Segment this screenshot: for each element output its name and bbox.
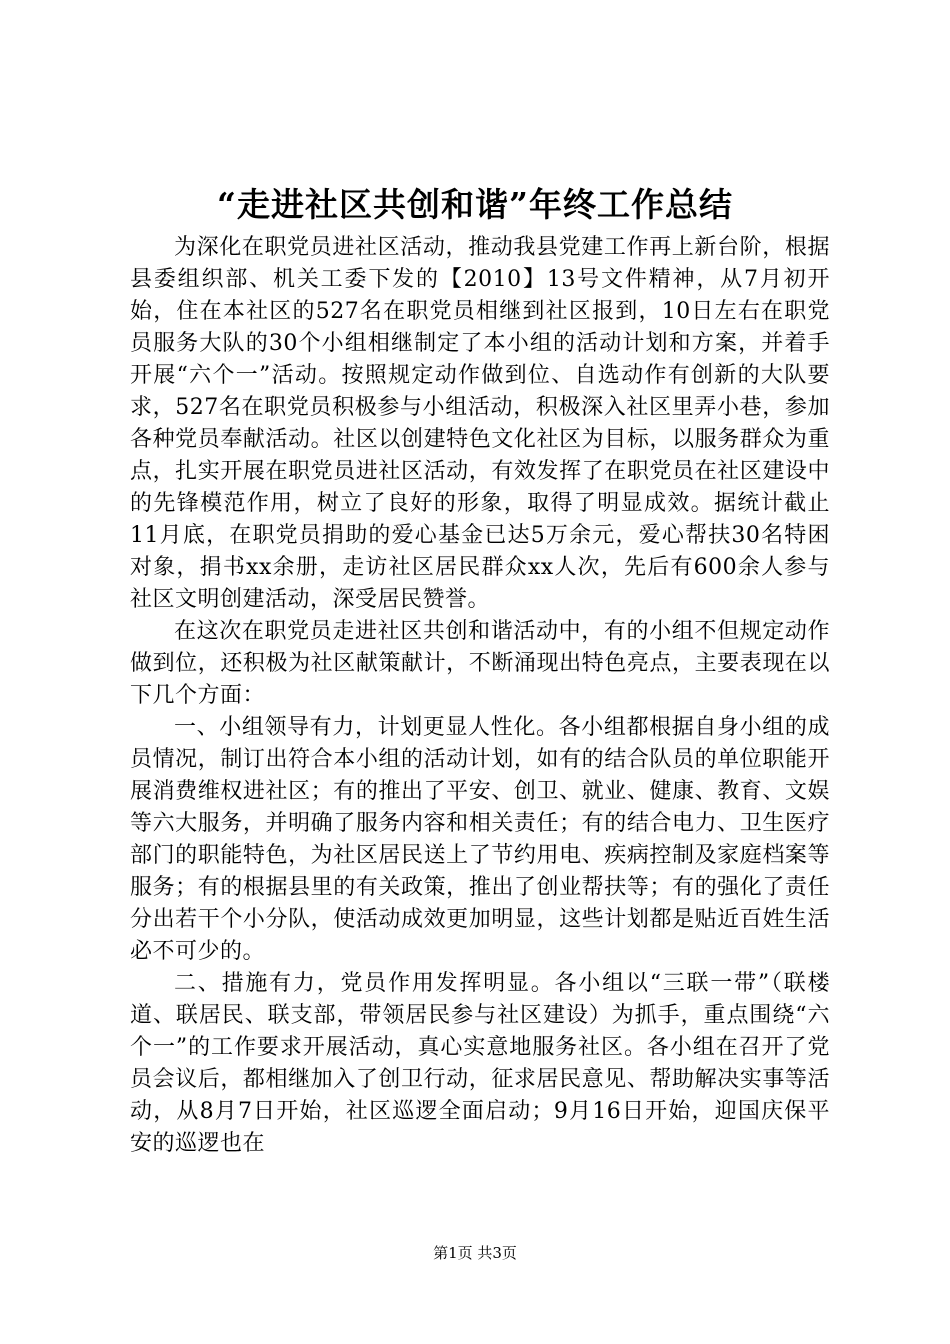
document-title: “走进社区共创和谐”年终工作总结: [217, 185, 733, 224]
page-number-footer: 第1页 共3页: [433, 1244, 517, 1262]
paragraph-section-two: 二、措施有力，党员作用发挥明显。各小组以“三联一带”（联楼道、联居民、联支部，带领居民参与社区建设）为抓手，重点围绕“六个一”的工作要求开展活动，真心实意地服务社区。各小组在召开了党员会议后，都相继加入了创卫行动，征求居民意见、帮助解决实事等活动，从8月7日开始，社区巡逻全面启动；9月16日开始，迎国庆保平安的巡逻也在: [130, 971, 830, 1156]
document-body: [130, 232, 830, 1160]
paragraph-section-one: 一、小组领导有力，计划更显人性化。各小组都根据自身小组的成员情况，制订出符合本小组的活动计划，如有的结合队员的单位职能开展消费维权进社区；有的推出了平安、创卫、就业、健康、教育、文娱等六大服务，并明确了服务内容和相关责任；有的结合电力、卫生医疗部门的职能特色，为社区居民送上了节约用电、疾病控制及家庭档案等服务；有的根据县里的有关政策，推出了创业帮扶等；有的强化了责任分出若干个小分队，使活动成效更加明显，这些计划都是贴近百姓生活必不可少的。: [130, 715, 830, 964]
paragraph-intro: 为深化在职党员进社区活动，推动我县党建工作再上新台阶，根据县委组织部、机关工委下发的【2010】13号文件精神，从7月初开始，住在本社区的527名在职党员相继到社区报到，10日左右在职党员服务大队的30个小组相继制定了本小组的活动计划和方案，并着手开展“六个一”活动。按照规定动作做到位、自选动作有创新的大队要求，527名在职党员积极参与小组活动，积极深入社区里弄小巷，参加各种党员奉献活动。社区以创建特色文化社区为目标，以服务群众为重点，扎实开展在职党员进社区活动，有效发挥了在职党员在社区建设中的先锋模范作用，树立了良好的形象，取得了明显成效。据统计截止11月底，在职党员捐助的爱心基金已达5万余元，爱心帮扶30名特困对象，捐书xx余册，走访社区居民群众xx人次，先后有600余人参与社区文明创建活动，深受居民赞誉。: [130, 235, 830, 612]
paragraph-overview: 在这次在职党员走进社区共创和谐活动中，有的小组不但规定动作做到位，还积极为社区献策献计，不断涌现出特色亮点，主要表现在以下几个方面：: [130, 619, 830, 708]
